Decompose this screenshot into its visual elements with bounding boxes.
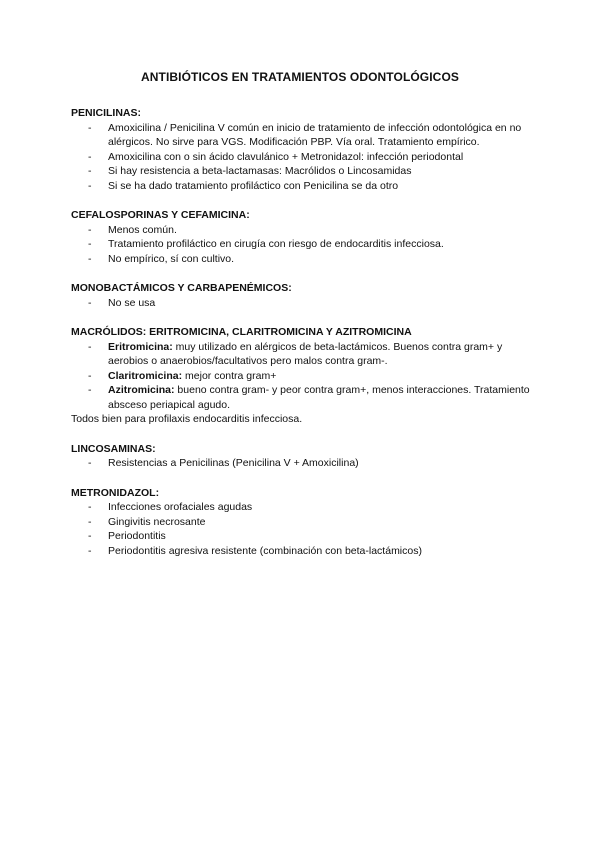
section-lincosaminas <box>71 442 531 471</box>
list-item <box>71 223 531 238</box>
item-text: bueno contra gram- y peor contra gram+, menos interacciones. Tratamiento absceso periapical agudo. <box>108 384 530 411</box>
bullet-list <box>71 121 531 194</box>
section-penicilinas <box>71 106 531 193</box>
bullet-dash: - <box>88 457 92 469</box>
item-text: Periodontitis <box>108 530 166 542</box>
list-item <box>71 369 531 384</box>
item-text: Tratamiento profiláctico en cirugía con riesgo de endocarditis infecciosa. <box>108 238 444 250</box>
bullet-dash: - <box>88 515 92 528</box>
list-item <box>71 544 531 559</box>
section-heading: METRONIDAZOL: <box>71 486 160 499</box>
bullet-list <box>71 223 531 267</box>
bullet-dash: - <box>88 530 92 542</box>
item-text: No se usa <box>108 296 156 309</box>
bullet-list <box>71 500 531 558</box>
bullet-list <box>71 456 531 471</box>
bullet-dash: - <box>88 296 92 309</box>
section-heading: LINCOSAMINAS: <box>71 442 156 455</box>
section-cefalosporinas <box>71 208 531 266</box>
list-item <box>71 164 531 179</box>
item-text: mejor contra gram+ <box>182 369 277 382</box>
item-text: Menos común. <box>108 223 177 236</box>
item-text: Amoxicilina con o sin ácido clavulánico + Metronidazol: infección periodontal <box>108 150 464 163</box>
document-title: ANTIBIÓTICOS EN TRATAMIENTOS ODONTOLÓGICOS <box>141 70 459 84</box>
bullet-dash: - <box>88 238 92 250</box>
item-text: Amoxicilina / Penicilina V común en inicio de tratamiento de infección odontológica en no alérgicos. No sirve para VGS. Modificación PBP. Vía oral. Tratamiento empírico. <box>108 121 522 148</box>
section-heading: MONOBACTÁMICOS Y CARBAPENÉMICOS: <box>71 282 292 294</box>
drug-term: Eritromicina: <box>108 340 173 353</box>
list-item <box>71 296 531 311</box>
section-heading: MACRÓLIDOS: ERITROMICINA, CLARITROMICINA Y AZITROMICINA <box>71 326 412 338</box>
list-item <box>71 150 531 165</box>
bullet-dash: - <box>88 165 92 177</box>
list-item <box>71 383 531 412</box>
drug-term: Claritromicina: <box>108 369 183 382</box>
item-text: muy utilizado en alérgicos de beta-lactámicos. Buenos contra gram+ y aerobios o anaerobios/facultativos pero malos contra gram-. <box>108 340 503 367</box>
list-item <box>71 179 531 194</box>
drug-term: Azitromicina: <box>108 384 175 396</box>
bullet-dash: - <box>88 384 92 396</box>
item-text: Si hay resistencia a beta-lactamasas: Macrólidos o Lincosamidas <box>108 165 412 177</box>
list-item <box>71 529 531 544</box>
item-text: Gingivitis necrosante <box>108 515 206 528</box>
bullet-list <box>71 296 531 311</box>
bullet-dash: - <box>88 501 92 513</box>
section-macrolidos <box>71 325 531 427</box>
bullet-dash: - <box>88 252 92 265</box>
item-text: Infecciones orofaciales agudas <box>108 501 253 513</box>
item-text: Periodontitis agresiva resistente (combinación con beta-lactámicos) <box>108 544 422 557</box>
list-item <box>71 456 531 471</box>
item-text: No empírico, sí con cultivo. <box>108 252 235 265</box>
section-metronidazol <box>71 486 531 559</box>
bullet-dash: - <box>88 179 92 192</box>
bullet-dash: - <box>88 340 92 353</box>
bullet-dash: - <box>88 369 92 382</box>
bullet-dash: - <box>88 223 92 236</box>
section-note: Todos bien para profilaxis endocarditis infecciosa. <box>71 413 303 425</box>
list-item <box>71 515 531 530</box>
bullet-dash: - <box>88 544 92 557</box>
item-text: Resistencias a Penicilinas (Penicilina V + Amoxicilina) <box>108 457 359 469</box>
bullet-dash: - <box>88 150 92 163</box>
list-item <box>71 121 531 150</box>
list-item <box>71 237 531 252</box>
item-text: Si se ha dado tratamiento profiláctico con Penicilina se da otro <box>108 179 399 192</box>
list-item <box>71 340 531 369</box>
document-body <box>71 106 531 573</box>
bullet-dash: - <box>88 121 92 134</box>
list-item <box>71 252 531 267</box>
section-heading: CEFALOSPORINAS Y CEFAMICINA: <box>71 209 250 221</box>
list-item <box>71 500 531 515</box>
bullet-list <box>71 340 531 413</box>
section-monobactamicos <box>71 281 531 310</box>
section-heading: PENICILINAS: <box>71 107 142 119</box>
